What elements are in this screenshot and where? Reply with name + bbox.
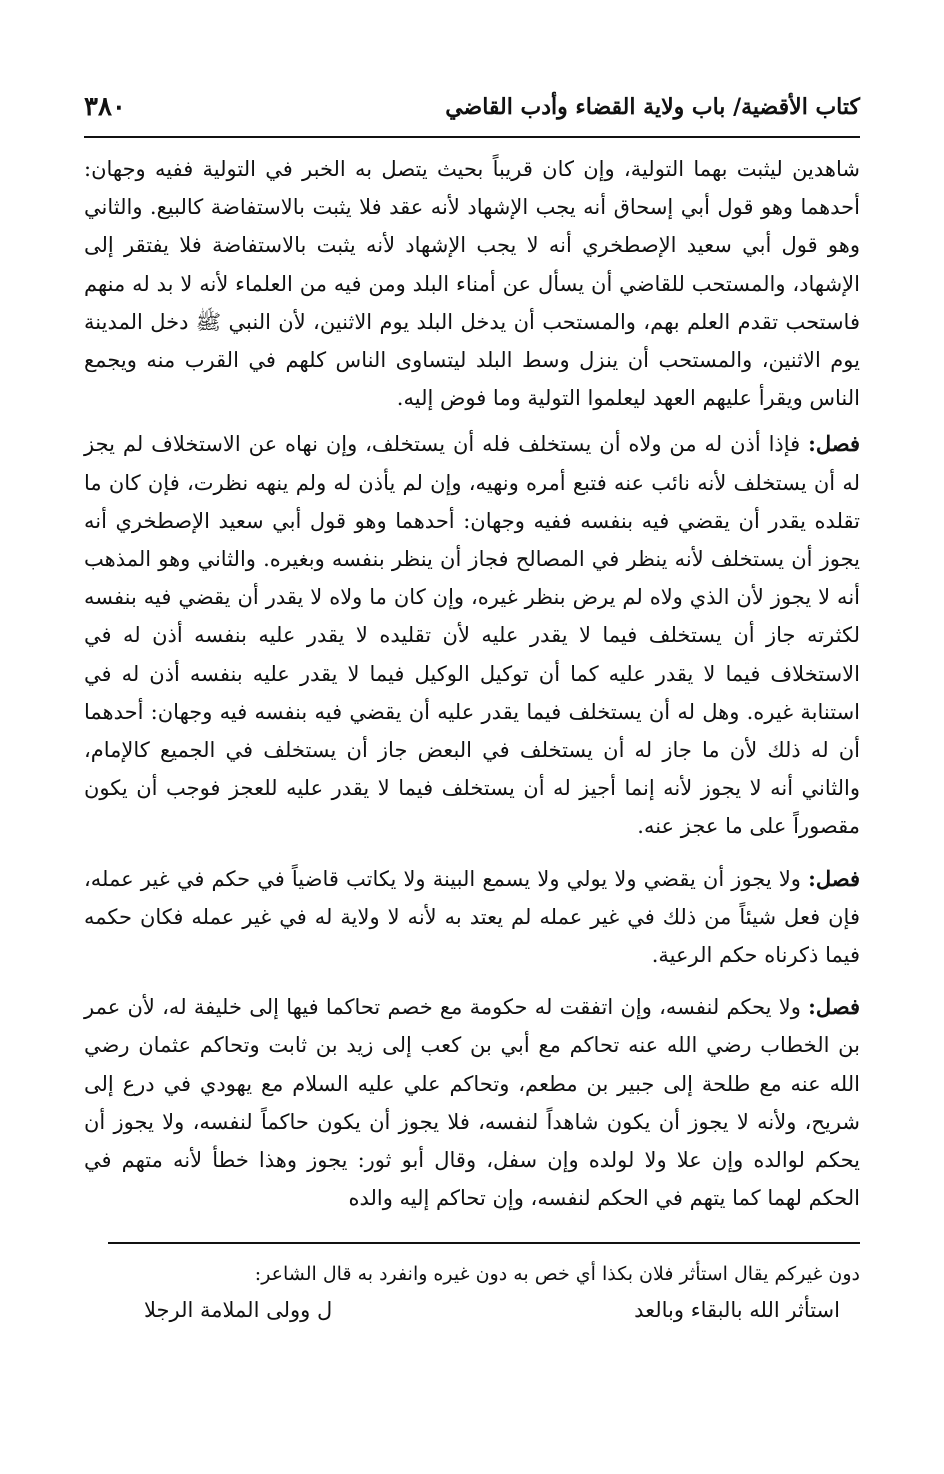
section-self-judgment [84, 988, 860, 1217]
section-label: فصل: [808, 431, 860, 457]
section-jurisdiction [84, 860, 860, 975]
section-label: فصل: [808, 865, 860, 891]
page-number: ٣٨٠ [84, 92, 126, 122]
main-text [84, 150, 860, 1217]
section-text: ولا يجوز أن يقضي ولا يولي ولا يسمع البينة ولا يكاتب قاضياً في حكم في غير عمله، فإن فعل شيئاً من ذلك في غير عمله لم يعتد به لأنه لا ولاية له في غير عمله فكان حكمه فيما ذكرناه حكم الرعية. [84, 866, 860, 968]
footnote-divider [108, 1242, 860, 1244]
verse-first-hemistich: استأثر الله بالبقاء وبالعد [634, 1298, 840, 1322]
footnote-verse [84, 1298, 860, 1338]
section-label: فصل: [808, 994, 860, 1020]
page-header [84, 88, 860, 138]
paragraph-continuation: شاهدين ليثبت بهما التولية، وإن كان قريباً بحيث يتصل به الخبر في التولية ففيه وجهان: أحدهما وهو قول أبي إسحاق أنه يجب الإشهاد لأنه عقد فلا يثبت بالاستفاضة كالبيع. والثاني وهو قول أبي سعيد الإصطخري أنه لا يجب الإشهاد لأنه يثبت بالاستفاضة فلا يفتقر إلى الإشهاد، والمستحب للقاضي أن يسأل عن أمناء البلد ومن فيه من العلماء لأنه لا بد له منهم فاستحب تقدم العلم بهم، والمستحب أن يدخل البلد يوم الاثنين، لأن النبي ﷺ دخل المدينة يوم الاثنين، والمستحب أن ينزل وسط البلد ليتساوى الناس كلهم في القرب منه ويجمع الناس ويقرأ عليهم العهد ليعلموا التولية وما فوض إليه. [84, 157, 860, 411]
section-text: ولا يحكم لنفسه، وإن اتفقت له حكومة مع خصم تحاكما فيها إلى خليفة له، لأن عمر بن الخطاب رضي الله عنه تحاكم مع أبي بن كعب إلى زيد بن ثابت وتحاكم عثمان رضي الله عنه مع طلحة إلى جبير بن مطعم، وتحاكم علي عليه السلام مع يهودي في درع إلى شريح، ولأنه لا يجوز أن يكون شاهداً لنفسه، فلا يجوز أن يكون حاكماً لنفسه، ولا يجوز أن يحكم لوالده وإن علا ولا لولده وإن سفل، وقال أبو ثور: يجوز وهذا خطأ لأنه متهم في الحكم لهما كما يتهم في الحكم لنفسه، وإن تحاكم إليه والده [84, 995, 860, 1211]
section-text: فإذا أذن له من ولاه أن يستخلف فله أن يستخلف، وإن نهاه عن الاستخلاف لم يجز له أن يستخلف لأنه نائب عنه فتبع أمره ونهيه، وإن لم يأذن له ولم ينهه نظرت، فإن كان ما تقلده يقدر أن يقضي فيه بنفسه ففيه وجهان: أحدهما وهو قول أبي سعيد الإصطخري أنه يجوز أن يستخلف لأنه ينظر في المصالح فجاز أن ينظر بنفسه وبغيره. والثاني وهو المذهب أنه لا يجوز لأن الذي ولاه لم يرض بنظر غيره، وإن كان ما ولاه لا يقدر أن يقضي فيه بنفسه لكثرته جاز أن يستخلف فيما لا يقدر عليه لأن تقليده لا يقدر عليه بنفسه أذن له في الاستخلاف فيما لا يقدر عليه كما أن توكيل الوكيل فيما لا يقدر عليه بنفسه أذن له في استنابة غيره. وهل له أن يستخلف فيما يقدر عليه أن يقضي فيه بنفسه فيه وجهان: أحدهما أن له ذلك لأن ما جاز له أن يستخلف في البعض جاز أن يستخلف في الجميع كالإمام، والثاني أنه لا يجوز لأنه إنما أجيز له أن يستخلف فيما لا يقدر عليه للعجز فوجب أن يكون مقصوراً على ما عجز عنه. [84, 432, 860, 839]
verse-second-hemistich: ل وولى الملامة الرجلا [144, 1298, 333, 1322]
running-title: كتاب الأقضية/ باب ولاية القضاء وأدب القاضي [445, 94, 860, 120]
section-istikhlaf [84, 425, 860, 845]
footnote: دون غيركم يقال استأثر فلان بكذا أي خص به دون غيره وانفرد به قال الشاعر: [254, 1263, 860, 1285]
